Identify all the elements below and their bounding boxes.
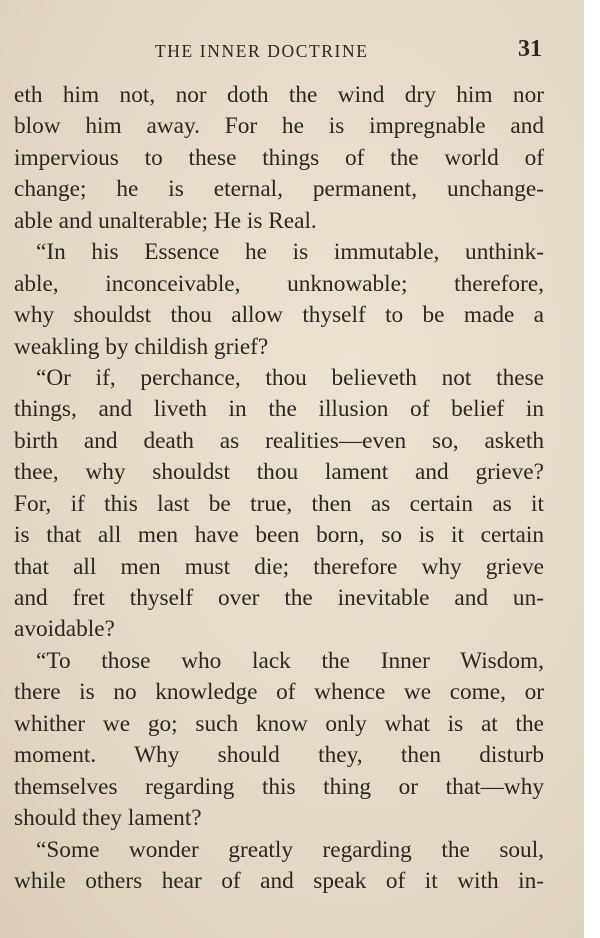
page-margin xyxy=(584,0,600,938)
text-line: For, if this last be true, then as certain as it xyxy=(14,490,544,517)
text-line: is that all men have been born, so is it certain xyxy=(14,522,544,549)
text-line: should they lament? xyxy=(14,805,202,832)
paragraph-first-line: “Or if, perchance, thou believeth not these xyxy=(36,364,544,391)
text-line: that all men must die; therefore why grieve xyxy=(14,553,544,580)
paragraph-first-line: “In his Essence he is immutable, unthink- xyxy=(36,239,544,266)
text-line: change; he is eternal, permanent, unchange- xyxy=(14,176,544,203)
running-head xyxy=(0,38,584,68)
text-line: eth him not, nor doth the wind dry him nor xyxy=(14,82,544,108)
text-line: things, and liveth in the illusion of belief in xyxy=(14,396,544,423)
text-line: there is no knowledge of whence we come, or xyxy=(14,679,544,706)
text-line: impervious to these things of the world of xyxy=(14,144,544,171)
text-line: birth and death as realities—even so, asketh xyxy=(14,427,544,454)
paragraph-first-line: “Some wonder greatly regarding the soul, xyxy=(36,836,544,863)
text-line: themselves regarding this thing or that—why xyxy=(14,773,544,800)
text-line: while others hear of and speak of it with in- xyxy=(14,867,544,894)
text-line: moment. Why should they, then disturb xyxy=(14,742,544,769)
text-line: why shouldst thou allow thyself to be made a xyxy=(14,302,544,329)
paragraph-first-line: “To those who lack the Inner Wisdom, xyxy=(36,647,544,674)
page-number: 31 xyxy=(518,36,542,62)
text-line: thee, why shouldst thou lament and grieve? xyxy=(14,459,544,486)
text-line: weakling by childish grief? xyxy=(14,333,269,360)
text-line: blow him away. For he is impregnable and xyxy=(14,113,544,140)
text-line: avoidable? xyxy=(14,616,115,643)
text-line: able, inconceivable, unknowable; therefore, xyxy=(14,270,544,297)
text-line: whither we go; such know only what is at the xyxy=(14,710,544,737)
running-title: THE INNER DOCTRINE xyxy=(155,41,369,61)
text-line: and fret thyself over the inevitable and un- xyxy=(14,585,544,611)
text-line: able and unalterable; He is Real. xyxy=(14,207,317,234)
body-text xyxy=(14,80,544,897)
